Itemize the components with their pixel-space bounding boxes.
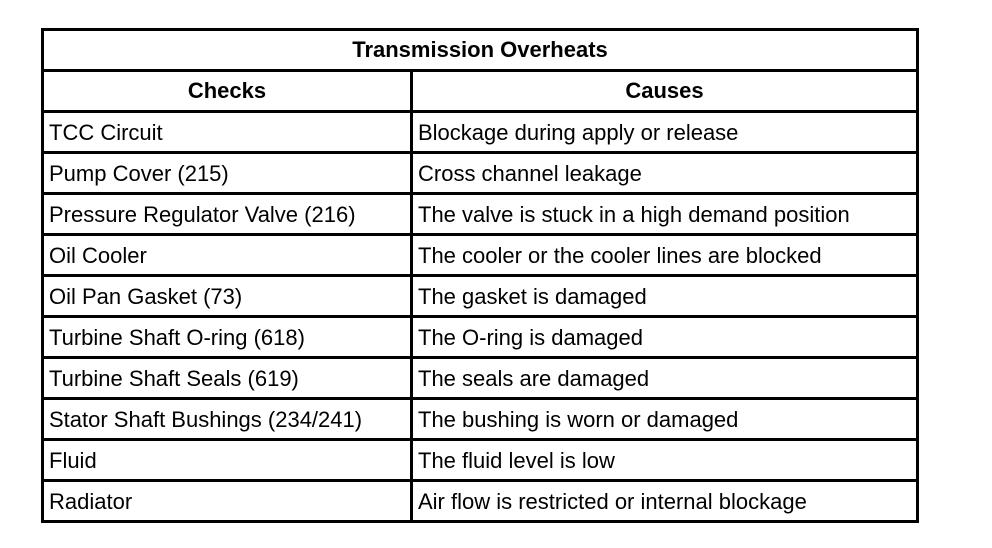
- table-row: [43, 153, 918, 194]
- table-row: [43, 194, 918, 235]
- table-header-row: [43, 71, 918, 112]
- cause-cell: The seals are damaged: [412, 358, 918, 399]
- table-row: [43, 358, 918, 399]
- table-row: [43, 112, 918, 153]
- column-header-causes: Causes: [412, 71, 918, 112]
- table-row: [43, 317, 918, 358]
- table-row: [43, 276, 918, 317]
- cause-cell: The valve is stuck in a high demand position: [412, 194, 918, 235]
- cause-cell: Blockage during apply or release: [412, 112, 918, 153]
- check-cell: Turbine Shaft Seals (619): [43, 358, 412, 399]
- cause-cell: The O-ring is damaged: [412, 317, 918, 358]
- table-row: [43, 235, 918, 276]
- cause-cell: The gasket is damaged: [412, 276, 918, 317]
- check-cell: Stator Shaft Bushings (234/241): [43, 399, 412, 440]
- table-title: Transmission Overheats: [43, 30, 918, 71]
- table-row: [43, 481, 918, 522]
- table-row: [43, 440, 918, 481]
- table-title-row: [43, 30, 918, 71]
- column-header-checks: Checks: [43, 71, 412, 112]
- cause-cell: Air flow is restricted or internal blockage: [412, 481, 918, 522]
- table-row: [43, 399, 918, 440]
- cause-cell: Cross channel leakage: [412, 153, 918, 194]
- cause-cell: The cooler or the cooler lines are blocked: [412, 235, 918, 276]
- check-cell: Turbine Shaft O-ring (618): [43, 317, 412, 358]
- check-cell: TCC Circuit: [43, 112, 412, 153]
- cause-cell: The bushing is worn or damaged: [412, 399, 918, 440]
- check-cell: Pressure Regulator Valve (216): [43, 194, 412, 235]
- check-cell: Fluid: [43, 440, 412, 481]
- check-cell: Pump Cover (215): [43, 153, 412, 194]
- check-cell: Oil Pan Gasket (73): [43, 276, 412, 317]
- check-cell: Radiator: [43, 481, 412, 522]
- diagnosis-table: [41, 28, 919, 523]
- check-cell: Oil Cooler: [43, 235, 412, 276]
- cause-cell: The fluid level is low: [412, 440, 918, 481]
